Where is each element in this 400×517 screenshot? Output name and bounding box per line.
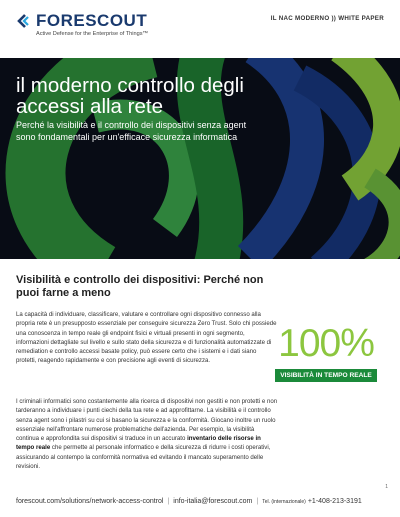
footer-url-link[interactable]: forescout.com/solutions/network-access-control <box>16 498 164 505</box>
section-title: Visibilità e controllo dei dispositivi: Perché non puoi farne a meno <box>16 274 264 299</box>
footer-separator: | <box>256 498 259 505</box>
stat-label: VISIBILITÀ IN TEMPO REALE <box>275 369 377 382</box>
brand-tagline: Active Defense for the Enterprise of Things™ <box>36 31 149 37</box>
stat-value: 100% <box>278 322 374 365</box>
hero-title: il moderno controllo degli accessi alla rete <box>16 74 244 118</box>
footer-tel-label: Tel. (internazionale) <box>262 498 306 505</box>
footer-separator: | <box>167 498 170 505</box>
footer-tel[interactable]: +1-408-213-3191 <box>307 498 362 505</box>
forescout-logo-icon <box>16 13 32 29</box>
body-paragraph-2: I criminali informatici sono costantemente alla ricerca di dispositivi non gestiti e non protetti e non tarderanno a individuare i punti ciechi della tua rete e ad approfittarne. La visibilità e il controllo senza agent sono i pilastri su cui si basano la sicurezza e la conformità. Giocano inoltre un ruolo essenziale nell'affrontare numerose problematiche dell'azienda. Per esempio, la visibilità continua e approfondita sui dispositivi si traduce in un accurato inventario delle risorse in tempo reale che permette al personale informatico e della sicurezza di ridurre i costi operativi, assicurando al contempo la conformità normativa ed evitando il mancato superamento delle revisioni. <box>16 398 278 471</box>
page-footer <box>16 498 388 505</box>
body-paragraph-1: La capacità di individuare, classificare, valutare e controllare ogni dispositivo connesso alla propria rete è un presupposto essenziale per conseguire sicurezza Zero Trust. Solo chi possiede una conoscenza in tempo reale gli endpoint fisici e virtuali presenti in ogni segmento, informazioni dettagliate sul livello e sullo stato della sicurezza e di funzionalità automatizzate di remediation e controllo accessi basate policy, può essere certo che i sistemi e i dati siano protetti, reagendo rapidamente e con precisione agli eventi di sicurezza. <box>16 311 277 365</box>
document-tag: IL NAC MODERNO )) WHITE PAPER <box>270 15 384 22</box>
stat-callout <box>266 324 386 382</box>
page-number: 1 <box>385 484 388 490</box>
page-header <box>0 0 400 58</box>
brand-name: FORESCOUT <box>36 11 148 30</box>
footer-email-link[interactable]: info-italia@forescout.com <box>173 498 253 505</box>
forescout-logo <box>16 11 147 31</box>
hero-banner <box>0 58 400 259</box>
highlight-inventory: inventario delle risorse in tempo reale <box>16 435 261 452</box>
hero-subtitle: Perché la visibilità e il controllo dei dispositivi senza agent sono fondamentali per un'efficace sicurezza informatica <box>16 120 247 142</box>
